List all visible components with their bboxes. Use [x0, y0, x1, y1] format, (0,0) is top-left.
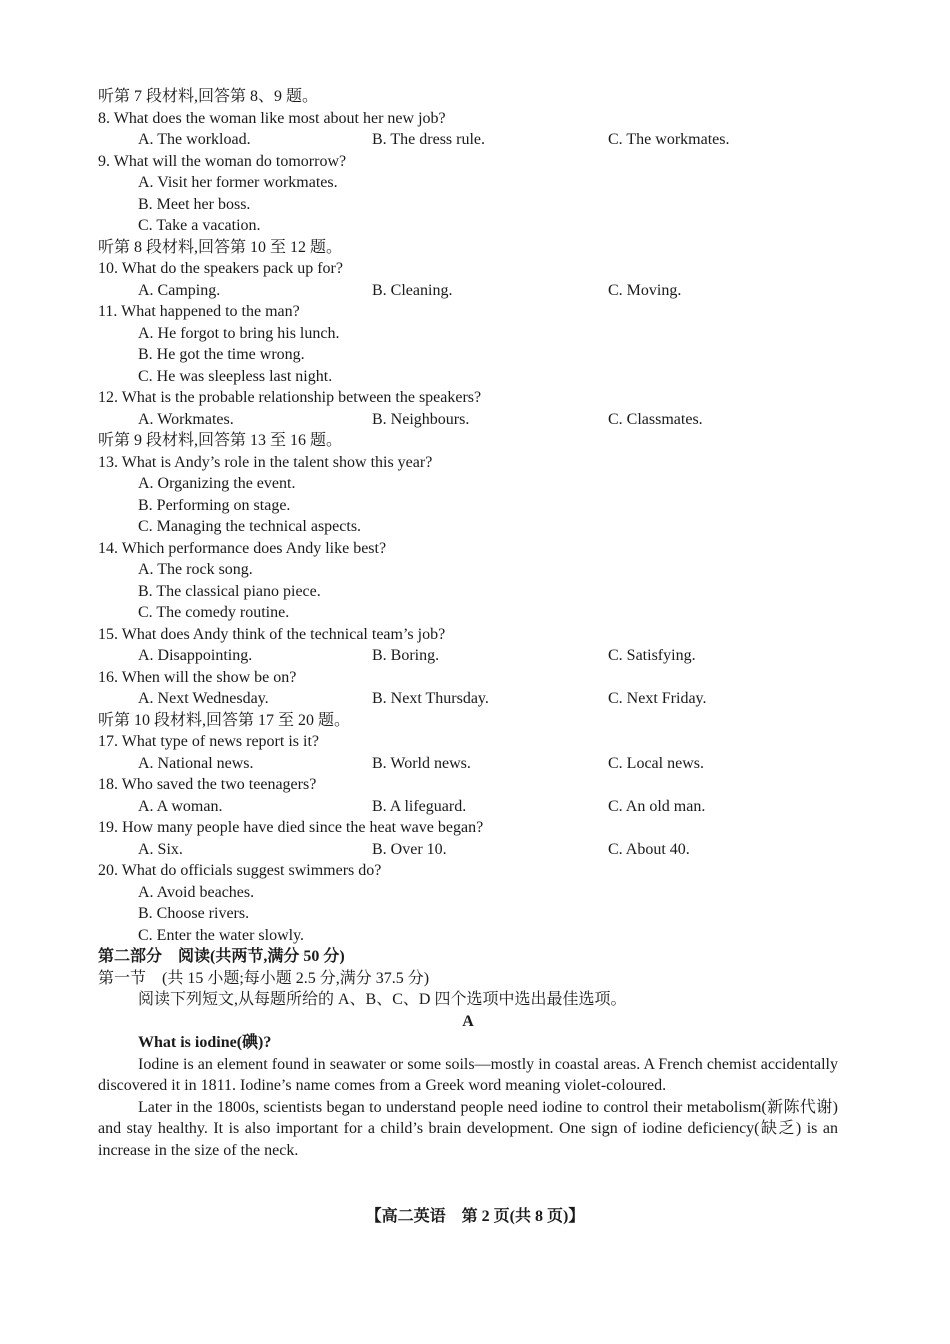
section-heading-8: 听第 8 段材料,回答第 10 至 12 题。 — [98, 238, 343, 256]
option-b: B. The dress rule. — [372, 131, 486, 148]
reading-instruction: 阅读下列短文,从每题所给的 A、B、C、D 四个选项中选出最佳选项。 — [138, 991, 627, 1008]
question-9: 9. What will the woman do tomorrow? — [98, 152, 347, 170]
options-12 — [98, 409, 838, 431]
question-11: 11. What happened to the man? — [98, 303, 300, 320]
option-a: A. The workload. — [138, 131, 251, 148]
option-b: B. Choose rivers. — [138, 905, 250, 922]
option-a: A. Next Wednesday. — [138, 690, 269, 707]
option-c: C. Next Friday. — [608, 690, 707, 707]
options-16 — [98, 688, 838, 710]
option-c: C. He was sleepless last night. — [138, 367, 333, 385]
question-19: 19. How many people have died since the heat wave began? — [98, 819, 484, 836]
option-c: C. About 40. — [608, 840, 690, 858]
option-c: C. An old man. — [608, 797, 706, 815]
section-one-heading: 第一节 (共 15 小题;每小题 2.5 分,满分 37.5 分) — [98, 969, 430, 987]
option-c: C. The comedy routine. — [138, 604, 290, 621]
exam-page — [98, 86, 838, 1161]
option-b: B. World news. — [372, 754, 471, 772]
option-a: A. Workmates. — [138, 410, 234, 428]
options-17 — [98, 753, 838, 775]
option-b: B. The classical piano piece. — [138, 582, 321, 600]
section-heading-9: 听第 9 段材料,回答第 13 至 16 题。 — [98, 432, 343, 449]
options-10 — [98, 280, 838, 302]
question-14: 14. Which performance does Andy like best? — [98, 539, 387, 557]
option-a: A. A woman. — [138, 797, 223, 815]
option-a: A. Avoid beaches. — [138, 883, 255, 901]
part-two-heading: 第二部分 阅读(共两节,满分 50 分) — [98, 948, 345, 965]
question-17: 17. What type of news report is it? — [98, 733, 319, 750]
question-8: 8. What does the woman like most about her new job? — [98, 109, 446, 127]
section-heading-10: 听第 10 段材料,回答第 17 至 20 题。 — [98, 711, 351, 729]
passage-paragraph-2: Later in the 1800s, scientists began to understand people need iodine to control their metabolism(新陈代谢) and stay healthy. It is also important for a child’s brain development. One sign of iodine deficiency(缺乏) is an increase in the size of the neck. — [98, 1098, 838, 1159]
option-a: A. Camping. — [138, 281, 221, 299]
option-c: C. Classmates. — [608, 410, 703, 428]
question-10: 10. What do the speakers pack up for? — [98, 260, 343, 277]
question-15: 15. What does Andy think of the technical team’s job? — [98, 625, 446, 643]
section-heading-7: 听第 7 段材料,回答第 8、9 题。 — [98, 88, 319, 105]
passage-letter: A — [462, 1012, 474, 1030]
question-20: 20. What do officials suggest swimmers do? — [98, 862, 382, 879]
option-a: A. He forgot to bring his lunch. — [138, 324, 340, 342]
option-b: B. A lifeguard. — [372, 797, 467, 815]
option-a: A. National news. — [138, 754, 254, 772]
option-b: B. Neighbours. — [372, 410, 470, 428]
question-18: 18. Who saved the two teenagers? — [98, 776, 317, 793]
question-13: 13. What is Andy’s role in the talent show this year? — [98, 453, 433, 471]
option-b: B. Meet her boss. — [138, 195, 251, 213]
option-c: C. Take a vacation. — [138, 217, 261, 234]
option-a: A. Organizing the event. — [138, 475, 296, 492]
question-12: 12. What is the probable relationship between the speakers? — [98, 389, 482, 406]
passage-paragraph-1: Iodine is an element found in seawater or some soils—mostly in coastal areas. A French chemist accidentally discovered it in 1811. Iodine’s name comes from a Greek word meaning violet-coloured. — [98, 1055, 838, 1094]
option-a: A. Six. — [138, 840, 183, 858]
page-footer: 【高二英语 第 2 页(共 8 页)】 — [365, 1208, 585, 1225]
option-c: C. Enter the water slowly. — [138, 926, 305, 944]
option-b: B. Cleaning. — [372, 281, 453, 299]
options-19 — [98, 839, 838, 861]
option-a: A. Visit her former workmates. — [138, 174, 338, 191]
option-c: C. Local news. — [608, 754, 704, 772]
option-b: B. Performing on stage. — [138, 496, 291, 514]
option-c: C. Moving. — [608, 281, 682, 299]
option-b: B. Next Thursday. — [372, 690, 489, 707]
option-a: A. The rock song. — [138, 561, 253, 578]
option-b: B. He got the time wrong. — [138, 346, 305, 363]
option-a: A. Disappointing. — [138, 647, 253, 664]
option-c: C. Managing the technical aspects. — [138, 518, 362, 535]
options-15 — [98, 645, 838, 667]
option-c: C. Satisfying. — [608, 647, 696, 664]
option-b: B. Over 10. — [372, 840, 447, 858]
options-8 — [98, 129, 838, 151]
options-18 — [98, 796, 838, 818]
option-c: C. The workmates. — [608, 131, 730, 148]
question-16: 16. When will the show be on? — [98, 668, 297, 686]
option-b: B. Boring. — [372, 647, 440, 664]
passage-title: What is iodine(碘)? — [138, 1034, 272, 1051]
